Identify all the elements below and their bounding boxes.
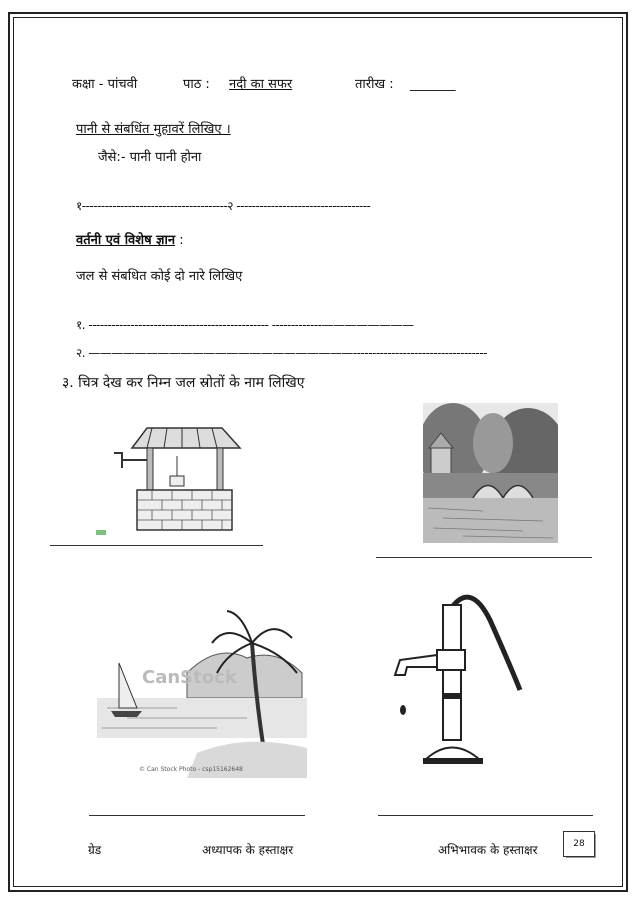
lesson-label: पाठ : (183, 77, 210, 92)
slogan-line-2[interactable]: २. ———————————————————————----------------------------------- (76, 346, 487, 360)
canstock-brand: CanStock (142, 667, 237, 688)
picture-instruction: ३. चित्र देख कर निम्न जल स्रोतों के नाम लिखिए (62, 375, 305, 391)
river-answer-line[interactable] (376, 557, 592, 558)
page-number: 28 (563, 831, 595, 857)
slogan-instruction: जल से संबधित कोई दो नारे लिखिए (76, 269, 243, 284)
date-label: तारीख : (355, 77, 394, 92)
teacher-sign-label: अध्यापक के हस्ताक्षर (202, 843, 294, 857)
spelling-heading-colon: : (179, 233, 184, 248)
river-bridge-image (423, 403, 558, 543)
idioms-heading: पानी से संबधिंत मुहावरें लिखिए । (76, 122, 231, 137)
pump-answer-line[interactable] (378, 815, 593, 816)
spelling-heading-wrap (76, 233, 184, 249)
spelling-heading: वर्तनी एवं विशेष ज्ञान (76, 233, 176, 248)
date-blank[interactable]: _______ (410, 77, 456, 92)
hand-pump-image (385, 575, 530, 770)
idioms-answer-blanks[interactable]: १--------------------------------------२ ----------------------------------- (76, 199, 371, 213)
canstock-watermark: © Can Stock Photo - csp15162648 (139, 766, 243, 773)
well-answer-line[interactable] (50, 545, 263, 546)
sea-palm-image (97, 603, 307, 778)
idioms-example: जैसे:- पानी पानी होना (98, 150, 202, 165)
slogan-line-1[interactable]: १. ----------------------------------------------- -------------———————— (76, 318, 414, 332)
lesson-name: नदी का सफर (229, 77, 293, 92)
grade-label: ग्रेड (88, 843, 102, 857)
parent-sign-label: अभिभावक के हस्ताक्षर (438, 843, 538, 857)
sea-answer-line[interactable] (89, 815, 305, 816)
well-image (92, 418, 252, 538)
class-label: कक्षा - पांचवी (72, 77, 138, 92)
